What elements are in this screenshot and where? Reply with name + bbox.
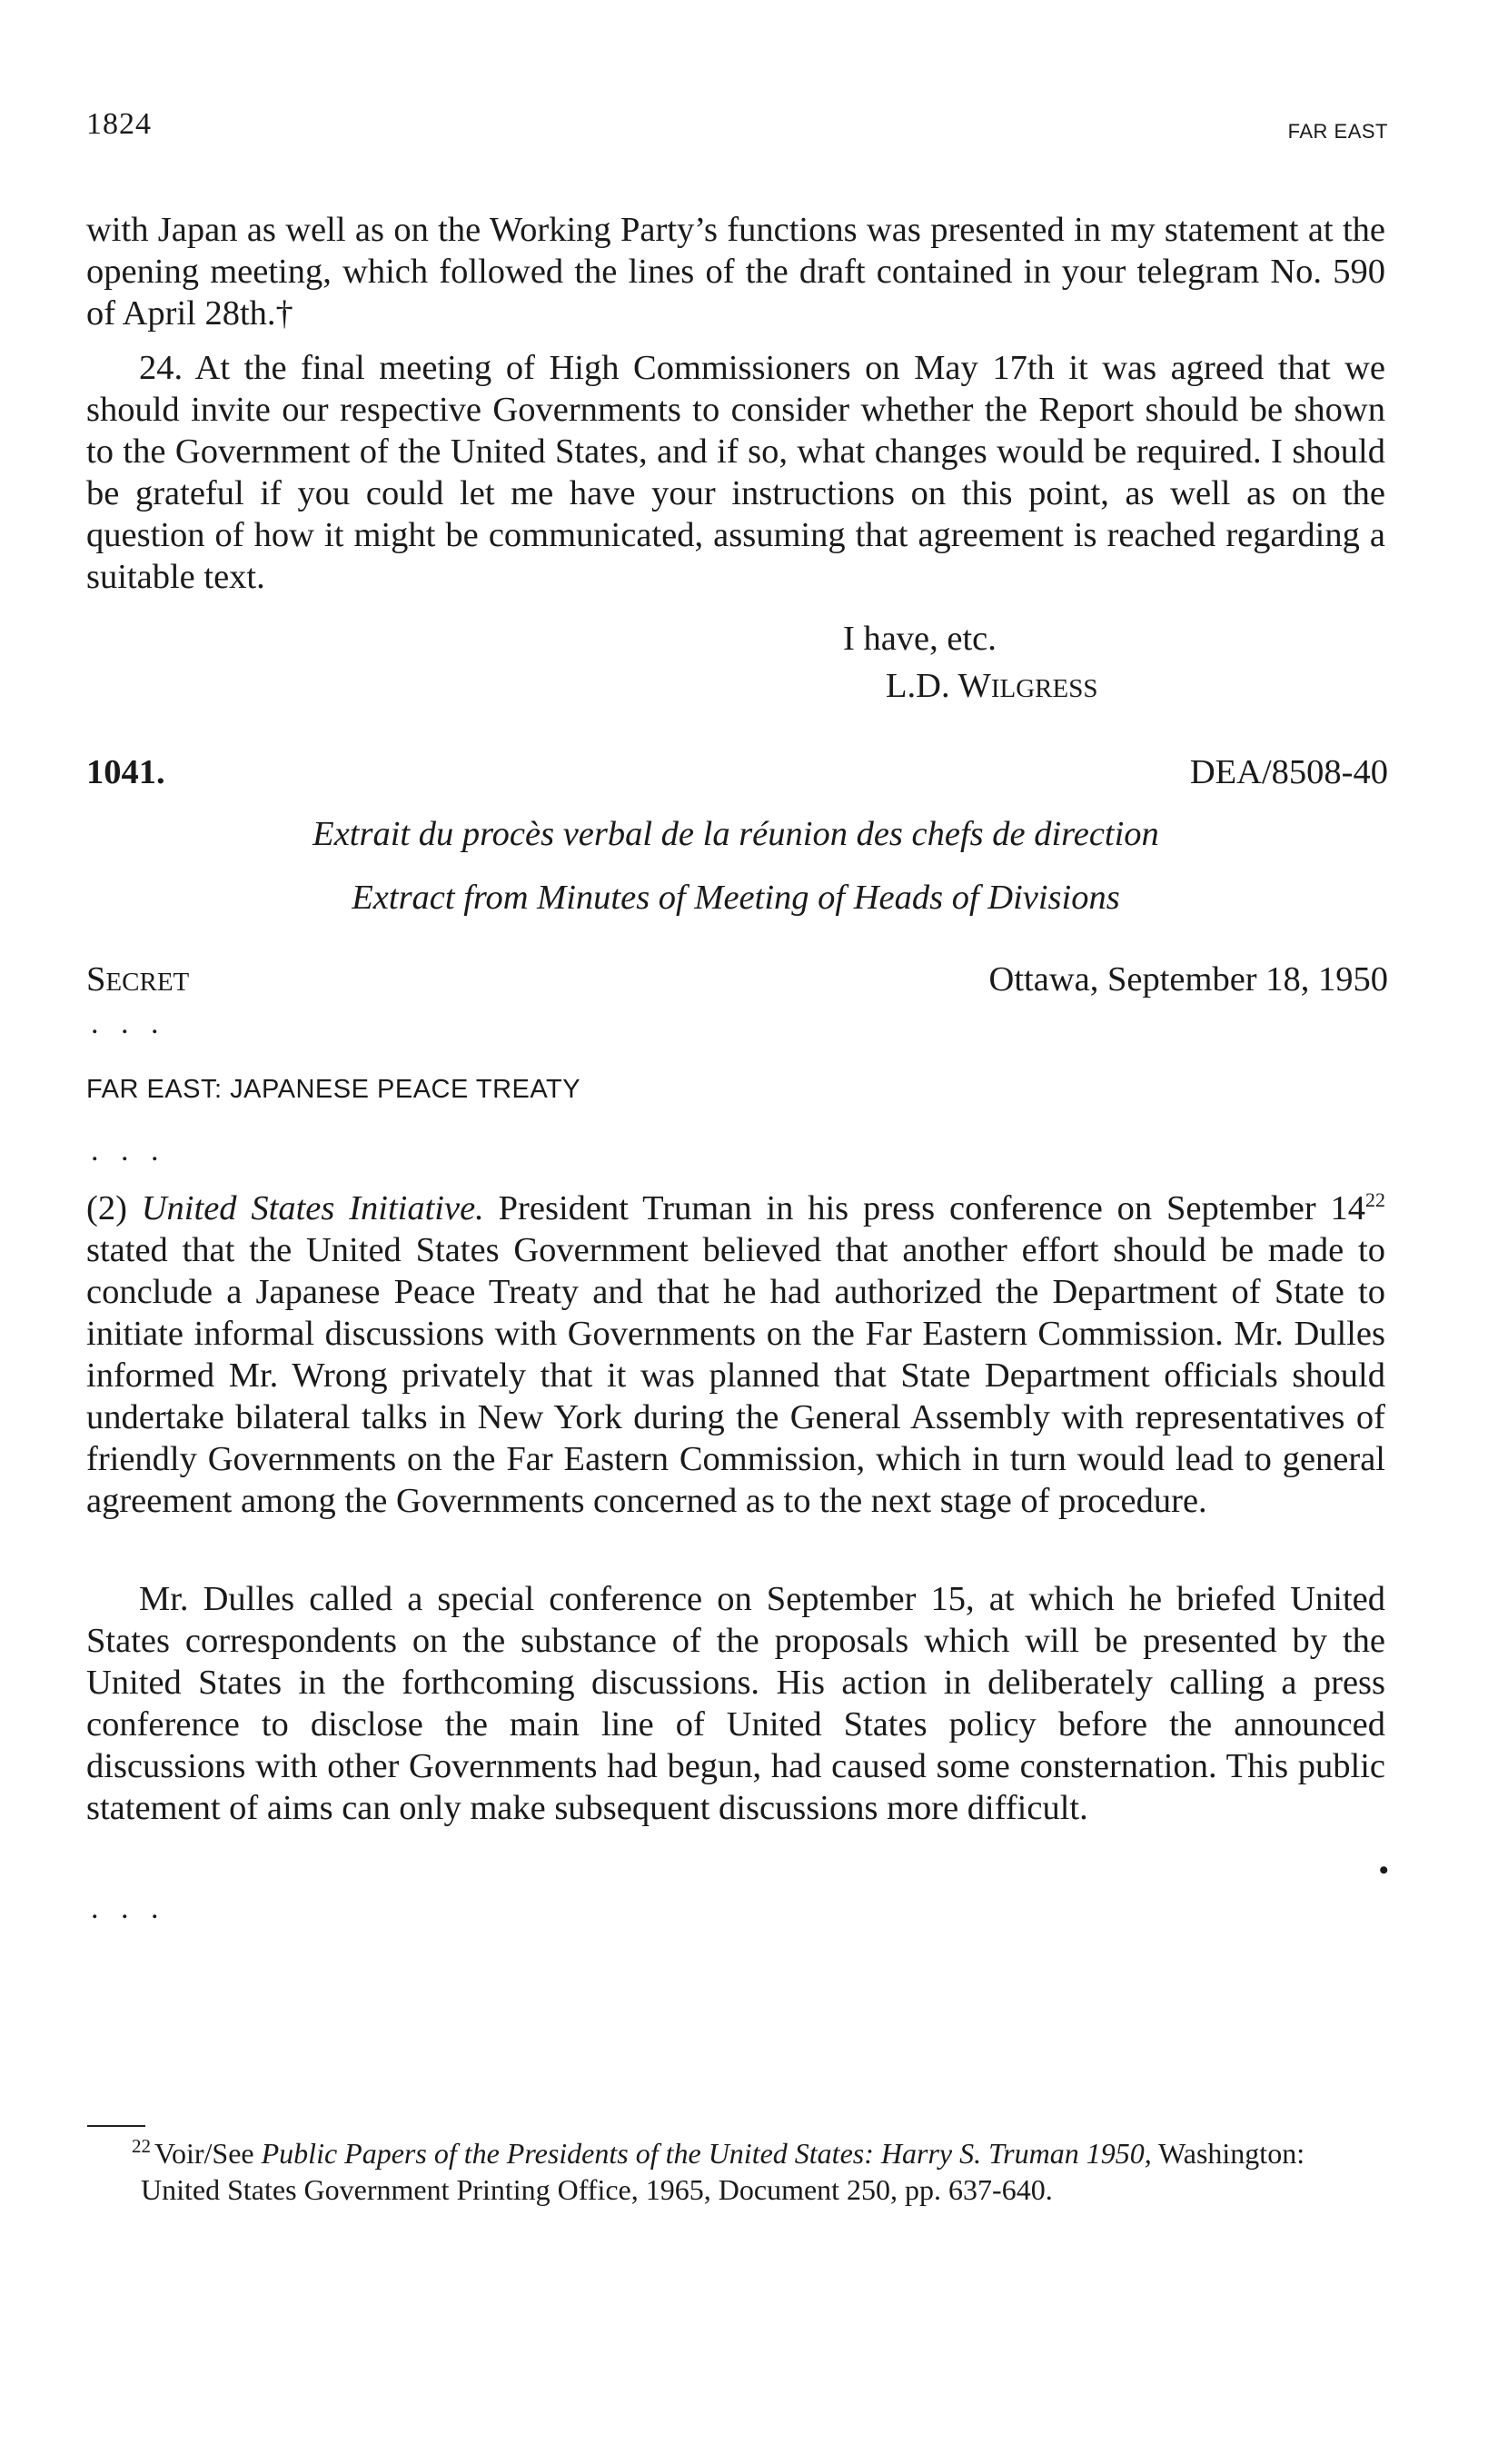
paragraph-text: with Japan as well as on the Working Party’s functions was presented in my statement at the opening meeting, which followed the lines of the draft contained in your telegram No. 590 of April 28th.†	[86, 211, 1385, 333]
classification-rest: ECRET	[105, 968, 190, 997]
closing-formula: I have, etc.	[843, 620, 997, 658]
paragraph-lead: (2)	[86, 1189, 142, 1227]
paragraph-text	[86, 1187, 1385, 1522]
signature-rest: ILGRESS	[990, 674, 1098, 703]
ellipsis: . . .	[91, 1892, 166, 1925]
ellipsis: . . .	[91, 1007, 166, 1040]
signature	[886, 665, 1098, 710]
classification	[86, 959, 189, 999]
document-title-english: Extract from Minutes of Meeting of Heads of Divisions	[352, 879, 1120, 917]
signature-initials: L.D.	[886, 667, 950, 705]
classification-cap: S	[86, 960, 106, 999]
footnote	[86, 2135, 1385, 2208]
document-number: 1041.	[86, 753, 165, 791]
section-title: FAR EAST	[1287, 120, 1388, 143]
document-title-french: Extrait du procès verbal de la réunion des chefs de direction	[312, 815, 1159, 853]
ellipsis: . . .	[91, 1134, 166, 1167]
footnote-title: Public Papers of the Presidents of the United States: Harry S. Truman 1950,	[261, 2137, 1152, 2170]
footnote-reference: 22	[1364, 1188, 1385, 1211]
previous-document-paragraph-1	[86, 209, 1385, 334]
section-heading: FAR EAST: JAPANESE PEACE TREATY	[86, 1075, 581, 1104]
paragraph-text-a: President Truman in his press conference on September 14	[483, 1189, 1365, 1227]
paragraph-text-b: stated that the United States Government believed that another effort should be made to conclude a Japanese Peace Treaty and that he had authorized the Department of State to initiate informal discussions with Governments on the Far Eastern Commission. Mr. Dulles informed Mr. Wrong privately that it was planned that State Department officials should undertake bilateral talks in New York during the General Assembly with representatives of friendly Governments on the Far Eastern Commission, which in turn would lead to general agreement among the Governments concerned as to the next stage of procedure.	[86, 1231, 1385, 1520]
place-date: Ottawa, September 18, 1950	[988, 960, 1388, 999]
paragraph-text: Mr. Dulles called a special conference on September 15, at which he briefed United States correspondents on the substance of the proposals which will be presented by the United States in the forthcoming discussions. His action in deliberately calling a press conference to disclose the main line of United States policy before the announced discussions with other Governments had begun, had caused some consternation. This public statement of aims can only make subsequent discussions more difficult.	[86, 1580, 1385, 1827]
footnote-number: 22	[132, 2135, 151, 2157]
stray-mark: •	[1379, 1855, 1389, 1885]
footnote-rest: Washington: United States Government Printing Office, 1965, Document 250, pp. 637-640.	[141, 2137, 1305, 2206]
signature-cap: W	[957, 667, 991, 705]
footnote-lead: Voir/See	[154, 2137, 262, 2170]
paragraph-subject: United States Initiative.	[141, 1189, 484, 1227]
page-number: 1824	[86, 107, 152, 141]
document-reference: DEA/8508-40	[1189, 753, 1388, 791]
running-header	[86, 107, 1388, 144]
paragraph-text: 24. At the final meeting of High Commissioners on May 17th it was agreed that we should invite our respective Governments to consider whether the Report should be shown to the Government of the United States, and if so, what changes would be required. I should be grateful if you could let me have your instructions on this point, as well as on the question of how it might be communicated, assuming that agreement is reached regarding a suitable text.	[86, 349, 1385, 596]
minutes-paragraph-2	[86, 1578, 1385, 1829]
minutes-paragraph-1	[86, 1187, 1385, 1522]
footnote-divider	[87, 2125, 145, 2127]
previous-document-paragraph-2	[86, 347, 1385, 598]
